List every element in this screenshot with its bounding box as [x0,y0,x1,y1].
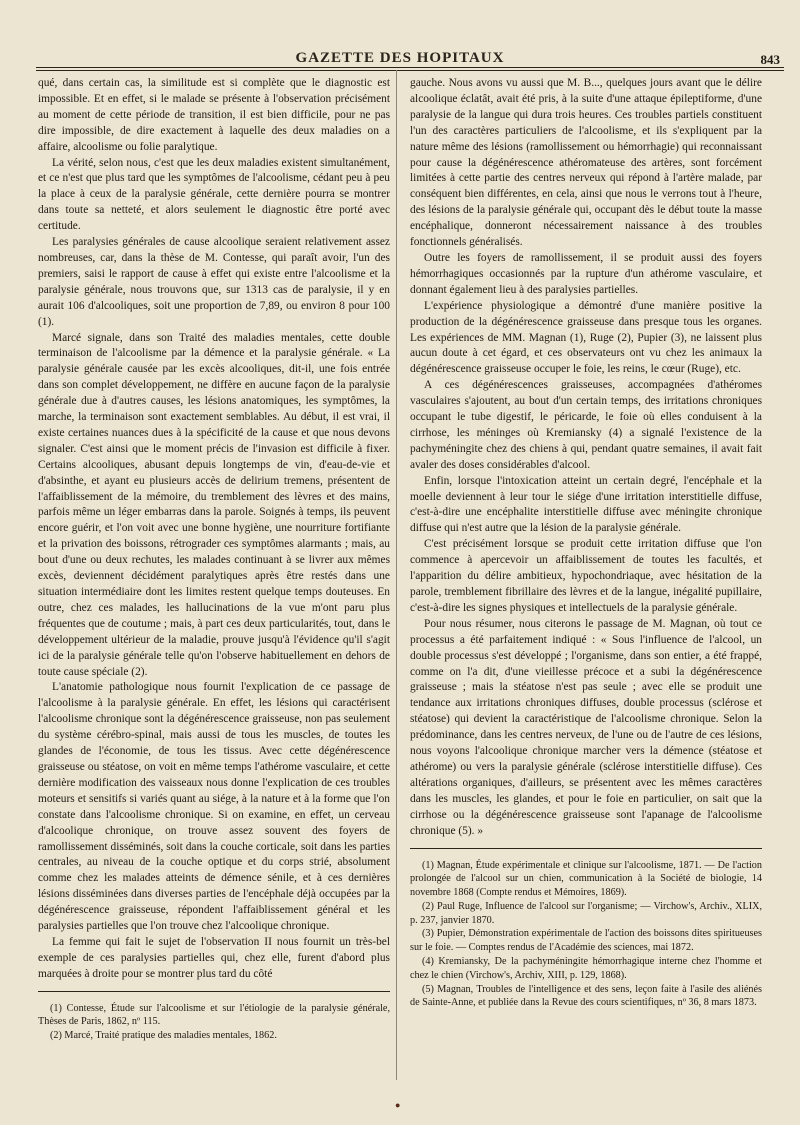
body-paragraph: C'est précisément lorsque se produit cette irritation diffuse que l'on commence à apercevoir un affaiblissement de toutes les facultés, et l'apparition du délire ambitieux, hypochondriaque, avec hésitation de la parole, tremblement fibrillaire des lèvres et de la langue, inégalité pupillaire, c'est-à-dire les signes physiques et intellectuels de la paralysie générale. [410,538,762,614]
footnote: (4) Kremiansky, De la pachyméningite hémorrhagique interne chez l'homme et chez le chien (Virchow's, Archiv, XIII, p. 129, 1868). [410,956,762,981]
footnotes-left [38,1002,390,1043]
body-paragraph: Marcé signale, dans son Traité des maladies mentales, cette double terminaison de l'alcoolisme par la démence et la paralysie générale. « La paralysie générale causée par les excès alcooliques, dit-il, une fois entrée dans son complet développement, ne diffère en aucune façon de la paralysie générale due à d'autres causes, les lésions anatomiques, les symptômes, la marche, la terminaison sont exactement semblables. Au début, il est vrai, il existe certaines nuances dues à la spécificité de la cause et que nous devons signaler. C'est ainsi que le moment précis de l'invasion est difficile à fixer. Certains alcooliques, abusant depuis longtemps de vin, d'eau-de-vie et d'absinthe, et ayant eu plusieurs accès de delirium tremens, présentent de l'affaiblissement de la mémoire, du tremblement des lèvres et des mains, parfois même un léger embarras dans la parole. Soignés à temps, ils peuvent encore guérir, et l'on voit avec une bonne hygiène, une nourriture fortifiante et la privation des boissons, rétrograder ces symptômes alarmants ; mais, au bout d'une ou deux rechutes, les malades continuant à se livrer aux mêmes excès, deviennent décidément paralytiques après être restés dans une situation intermédiaire dont les limites restent quelque temps douteuses. En outre, chez ces malades, les hallucinations de la vue m'ont paru plus fréquentes que de coutume ; mais, à part ces deux particularités, tout, dans le développement ultérieur de la maladie, prouve jusqu'à l'évidence qu'il s'agit ici de la paralysie générale telle qu'on l'observe habituellement en dehors de toute cause spéciale (2). [38,331,390,678]
body-paragraph: Les paralysies générales de cause alcoolique seraient relativement assez nombreuses, car, dans la thèse de M. Contesse, qui paraît avoir, l'un des premiers, saisi le rapport de cause à effet qui existe entre l'alcoolisme et la paralysie générale, nous trouvons que, sur 1313 cas de paralysie, il y en aurait 106 d'alcooliques, soit une proportion de 7,89, ou environ 8 pour 100 (1). [38,236,390,328]
footnote: (1) Magnan, Étude expérimentale et clinique sur l'alcoolisme, 1871. — De l'action prolongée de l'alcool sur un chien, communication à la Société de biologie, 14 novembre 1868 (Compte rendus et Mémoires, 1869). [410,859,762,899]
printer-mark-icon: ● [395,1100,401,1110]
left-column [38,76,390,1043]
footnote: (2) Paul Ruge, Influence de l'alcool sur l'organisme; — Virchow's, Archiv., XLIX, p. 237, janvier 1870. [410,900,762,926]
footnote: (2) Marcé, Traité pratique des maladies mentales, 1862. [50,1030,277,1042]
body-paragraph: Enfin, lorsque l'intoxication atteint un certain degré, l'encéphale et la moelle deviennent à leur tour le siége d'une irritation interstitielle diffuse, c'est-à-dire une encéphalite interstitielle diffuse avec méningite chronique diffuse qui n'est autre que la lésion de la paralysie générale. [410,474,762,535]
page-number: 843 [760,52,780,67]
body-paragraph: qué, dans certain cas, la similitude est si complète que le diagnostic est impossible. Et en effet, si le malade se présente à l'observation précisément au moment de cette période de transition, il est bien difficile, pour ne pas dire impossible, de dire exactement à laquelle des deux maladies on a affaire, alcoolisme ou folie paralytique. [38,77,390,153]
header-rule-bottom [36,70,784,71]
body-paragraph: Pour nous résumer, nous citerons le passage de M. Magnan, où tout ce processus a été parfaitement indiqué : « Sous l'influence de l'alcool, un double processus s'est développé ; l'organisme, dans son entier, a été frappé, comme on l'a dit, d'une vieillesse précoce et a subi la dégénérescence graisseuse ; mais la stéatose n'est pas seule ; avec elle se produit une tendance aux irritations chroniques diffuses, double processus (sclérose et stéatose) qui devient la caractéristique de l'alcoolisme chronique. Selon la prédominance, dans les centres nerveux, de l'une ou de l'autre de ces lésions, nous voyons l'alcoolique chronique marcher vers la démence (stéatose et athérome) ou vers la paralysie générale (sclérose interstitielle diffuse). Ces altérations organiques, d'ailleurs, se présentent avec les mêmes caractères dans les muscles, les glandes, et pour le foie en particulier, on sait que la cirrhose ou la dégénérescence graisseuse sont l'apanage de l'alcoolisme chronique (5). » [410,617,762,837]
column-divider [396,70,397,1080]
footnotes-right [410,859,762,1011]
body-paragraph: A ces dégénérescences graisseuses, accompagnées d'athéromes vasculaires s'ajoutent, au bout d'un certain temps, des irritations chroniques occupant le tube digestif, le péricarde, le foie où elles conduisent à la cirrhose, les méninges où Kremiansky (4) a signalé l'existence de la pachyméningite chez des chiens à qui, pendant quatre semaines, il avait fait avaler des doses considérables d'alcool. [410,379,762,471]
body-paragraph: La femme qui fait le sujet de l'observation II nous fournit un très-bel exemple de ces paralysies partielles qui, chez elle, furent d'abord plus marquées à droite pour se montrer plus tard du côté [38,935,390,980]
footnote: (1) Contesse, Étude sur l'alcoolisme et sur l'étiologie de la paralysie générale, Thèses de Paris, 1862, nº 115. [38,1002,390,1028]
body-paragraph: L'anatomie pathologique nous fournit l'explication de ce passage de l'alcoolisme à la paralysie générale. En effet, les lésions qui caractérisent l'alcoolisme chronique sont la dégénérescence graisseuse, non pas seulement du système cérébro-spinal, mais aussi de tous les muscles, de toutes les glandes de l'économie, de tous les tissus. Avec cette dégénérescence graisseuse ou stéatose, on voit en même temps l'athérome vasculaire, et cette dernière modification des vaisseaux nous donne l'explication de ces troubles moteurs et sensitifs si variés quant au siége, à la nature et à la forme que l'on constate dans l'alcoolisme chronique. Si on examine, en effet, un cerveau d'alcoolique chronique, on trouve assez souvent des foyers de ramollissement disséminés, soit dans la couche corticale, soit dans les parties centrales, au niveau de la couche optique et du corps strié, absolument comme chez les malades atteints de démence sénile, et à ces dernières lésions disséminées dans diverses parties de l'encéphale déjà occupées par la dégénérescence graisseuse, répondent l'affaiblissement général et les paralysies partielles que l'on trouve chez l'alcoolique chronique. [38,681,390,933]
footnote-rule [38,991,390,992]
footnote: (3) Pupier, Démonstration expérimentale de l'action des boissons dites spiritueuses sur le foie. — Comptes rendus de l'Académie des sciences, mai 1872. [410,928,762,954]
body-paragraph: La vérité, selon nous, c'est que les deux maladies existent simultanément, et ce n'est que plus tard que les symptômes de l'alcoolisme, cédant peu à peu la place à ceux de la paralysie générale, cette dernière pourra se montrer dans toute sa netteté, et alors seulement le diagnostic être porté avec certitude. [38,156,390,233]
header-rule-top [36,67,784,68]
body-paragraph: Outre les foyers de ramollissement, il se produit aussi des foyers hémorrhagiques occasionnés par la rupture d'un athérome vasculaire, et donnant également lieu à des paralysies partielles. [410,251,762,296]
body-paragraph: gauche. Nous avons vu aussi que M. B..., quelques jours avant que le délire alcoolique éclatât, avait été pris, à la suite d'une attaque épileptiforme, d'une paralysie de la langue qui dura trois heures. Ces troubles partiels constituent l'un des caractères particuliers de l'alcoolisme, et ils s'expliquent par la nature même des lésions (ramollissement ou hémorrhagie) qui reconnaissant pour cause la dégénérescence athéromateuse des artères, sont forcément limitées à cette partie des centres nerveux qui répond à l'artère malade, par conséquent bien différentes, en cela, ainsi que nous le verrons tout à l'heure, des lésions de la paralysie générale qui, occupant dès le début toute la masse encéphalique, donneront nécessairement naissance à des troubles fonctionnels généralisés. [410,77,762,249]
right-column [410,76,762,1010]
body-paragraph: L'expérience physiologique a démontré d'une manière positive la production de la dégénérescence graisseuse dans presque tous les organes. Les expériences de MM. Magnan (1), Ruge (2), Pupier (3), ne laissent plus aucun doute à cet égard, et ces observateurs ont vu chez les animaux la dégénérescence graisseuse occuper le foie, les reins, le cœur (Ruge), etc. [410,299,762,376]
page-header-title: GAZETTE DES HOPITAUX [295,50,505,66]
footnote-rule [410,848,762,849]
footnote: (5) Magnan, Troubles de l'intelligence et des sens, leçon faite à l'asile des aliénés de Sainte-Anne, et publiée dans la Revue des cours scientifiques, nº 36, 8 mars 1873. [410,983,762,1009]
